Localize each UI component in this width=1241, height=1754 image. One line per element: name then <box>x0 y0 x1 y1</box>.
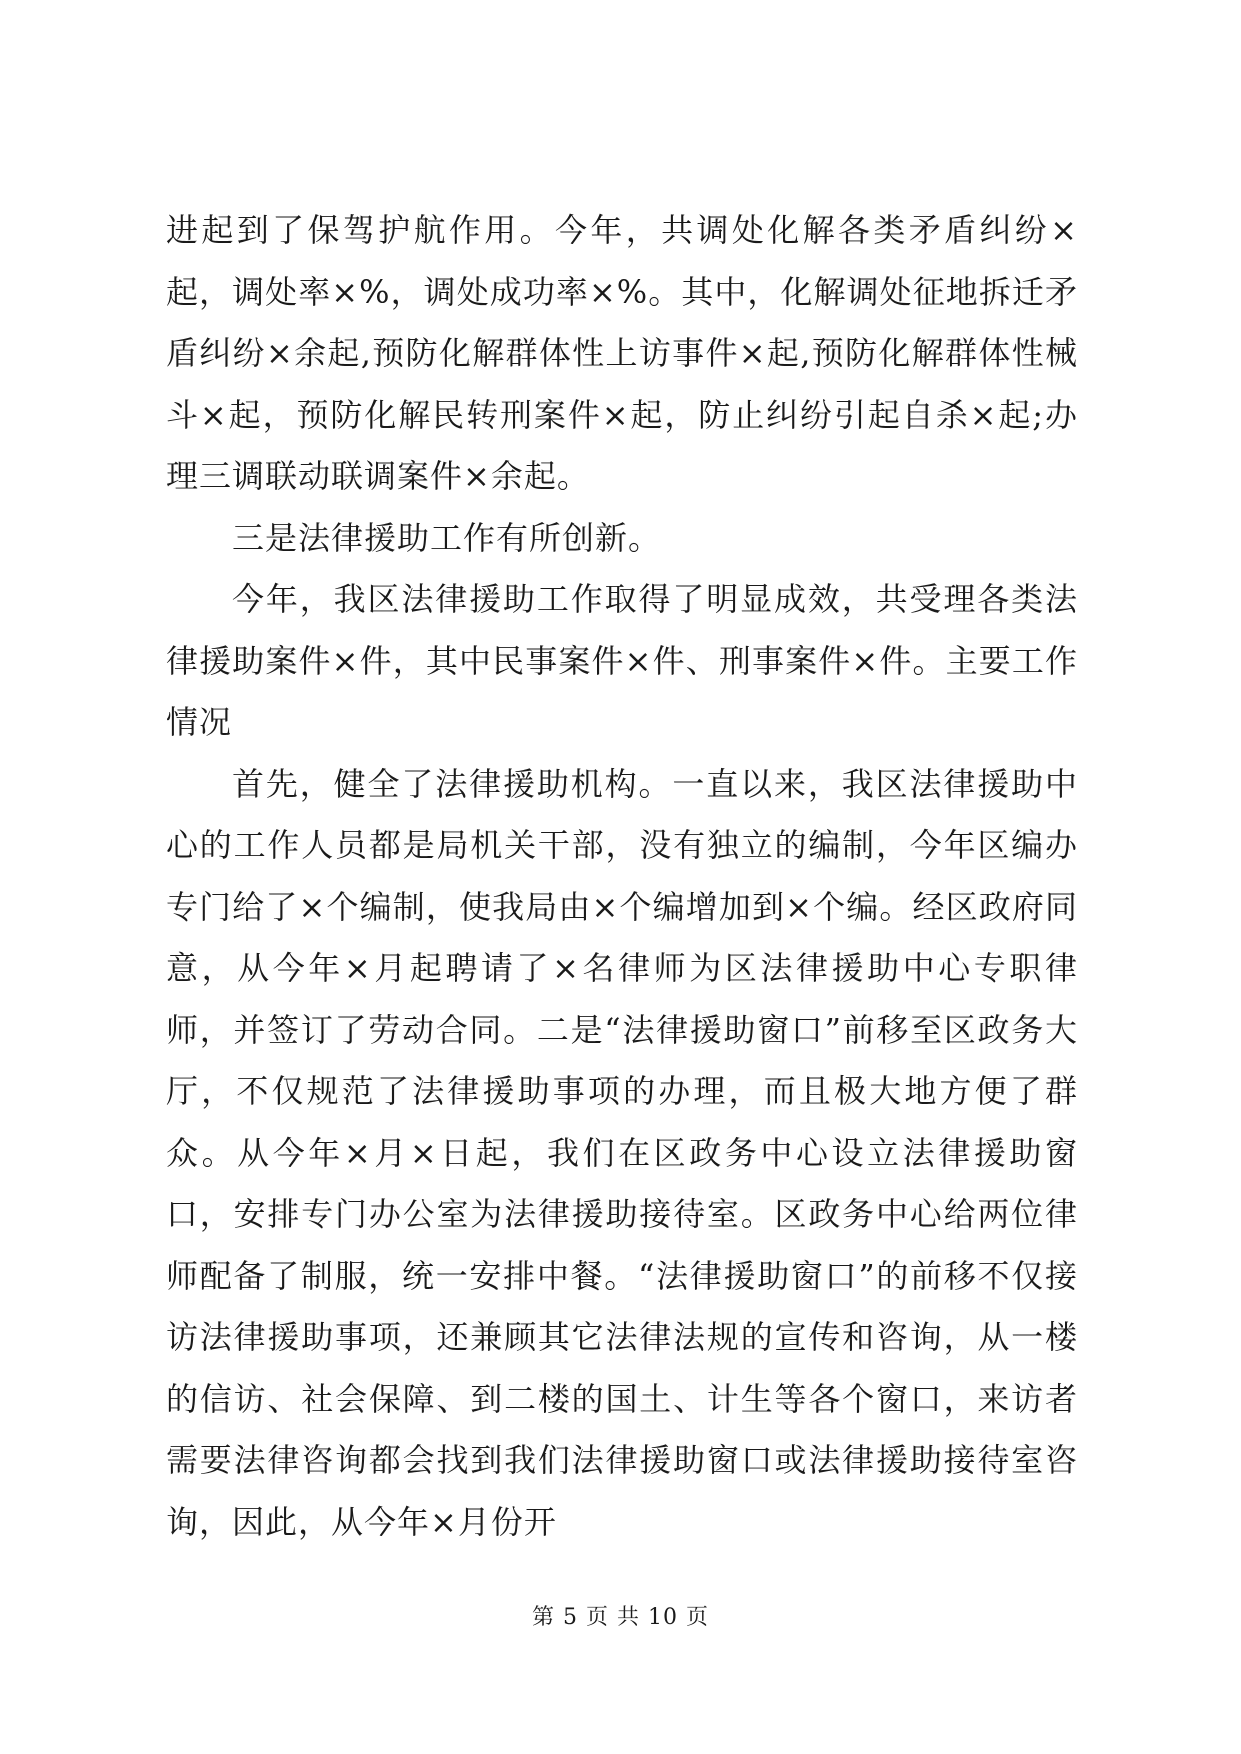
paragraph-legal-aid-summary: 今年，我区法律援助工作取得了明显成效，共受理各类法律援助案件×件，其中民事案件×件、刑事案件×件。主要工作情况 <box>166 580 1078 741</box>
page-number-footer: 第 5 页 共 10 页 <box>532 1605 709 1630</box>
paragraph-legal-aid-details: 首先，健全了法律援助机构。一直以来，我区法律援助中心的工作人员都是局机关干部，没有独立的编制，今年区编办专门给了×个编制，使我局由×个编增加到×个编。经区政府同意，从今年×月起聘请了×名律师为区法律援助中心专职律师，并签订了劳动合同。二是“法律援助窗口”前移至区政务大厅，不仅规范了法律援助事项的办理，而且极大地方便了群众。从今年×月×日起，我们在区政务中心设立法律援助窗口，安排专门办公室为法律援助接待室。区政务中心给两位律师配备了制服，统一安排中餐。“法律援助窗口”的前移不仅接访法律援助事项，还兼顾其它法律法规的宣传和咨询，从一楼的信访、社会保障、到二楼的国土、计生等各个窗口，来访者需要法律咨询都会找到我们法律援助窗口或法律援助接待室咨询，因此，从今年×月份开 <box>166 764 1078 1541</box>
document-body <box>166 200 1078 1553</box>
paragraph-section-heading: 三是法律援助工作有所创新。 <box>232 518 662 557</box>
paragraph-continuation: 进起到了保驾护航作用。今年，共调处化解各类矛盾纠纷×起，调处率×%，调处成功率×%。其中，化解调处征地拆迁矛盾纠纷×余起,预防化解群体性上访事件×起,预防化解群体性械斗×起，预防化解民转刑案件×起，防止纠纷引起自杀×起;办理三调联动联调案件×余起。 <box>166 211 1078 495</box>
